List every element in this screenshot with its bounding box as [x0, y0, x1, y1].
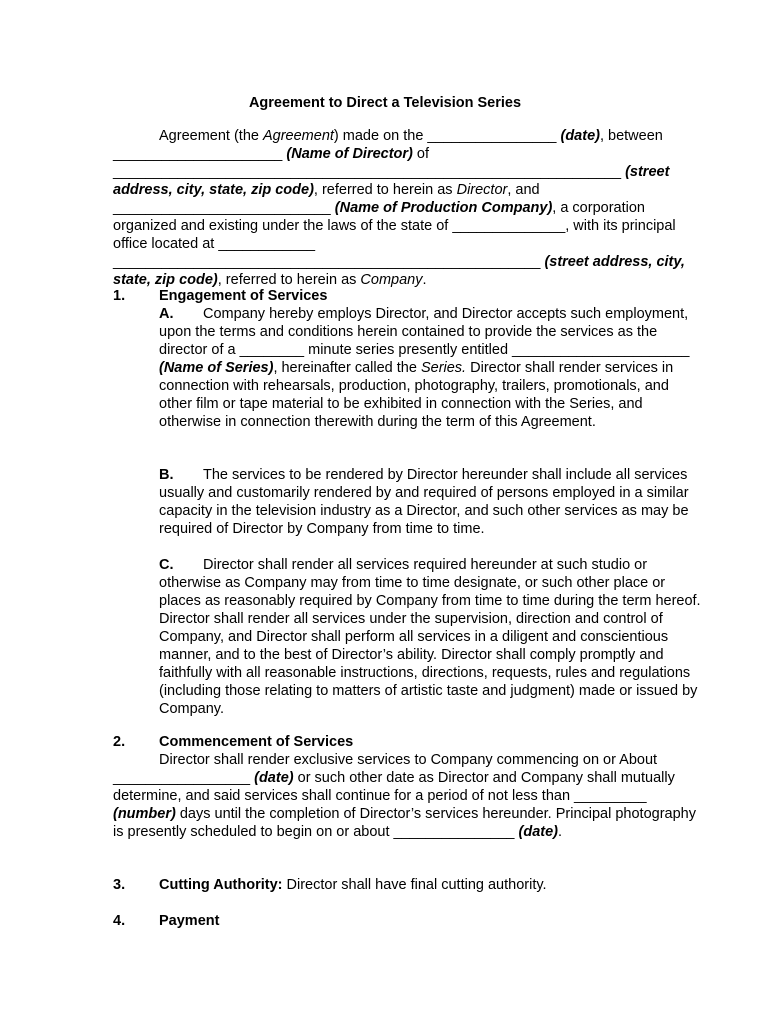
section-2-heading: Commencement of Services — [159, 734, 354, 750]
intro-text: Agreement (the — [159, 128, 263, 144]
intro-address-placeholder: (street address, city, state, zip code) — [113, 164, 670, 198]
section-1a-text: Director shall render services in connection with rehearsals, production, photography, trailers, promotionals, and other film or tape material to be exhibited in connection with the Series, and otherwise in connection therewith during the term of this Agreement. — [159, 360, 674, 430]
intro-company-placeholder: (Name of Production Company) — [334, 200, 553, 216]
section-2-number: 2. — [113, 734, 126, 750]
section-2-text: days until the completion of Director’s services hereunder. Principal photography is presently scheduled to begin on or about _______________ — [113, 806, 696, 840]
section-1a-text: , hereinafter called the — [273, 360, 421, 376]
intro-text: , between _____________________ — [113, 128, 663, 162]
intro-text: , a corporation organized and existing under the laws of the state of ______________, with its principal office located at ____________ _____________________________________________________ — [113, 200, 676, 270]
section-4-heading: Payment — [159, 913, 220, 929]
section-2-date-placeholder: (date) — [254, 770, 294, 786]
section-4-number: 4. — [113, 913, 126, 929]
section-1a-series-placeholder: (Name of Series) — [159, 360, 274, 376]
intro-text: , referred to herein as — [217, 272, 361, 288]
section-1c-text: Director shall render all services required hereunder at such studio or otherwise as Company may from time to time designate, or such other place or places as reasonably required by Company from time to time during the term hereof. Director shall render all services under the supervision, direction and control of Company, and Director shall perform all services in a diligent and conscientious manner, and to the best of Director’s ability. Director shall comply promptly and faithfully with all reasonable instructions, directions, requests, rules and regulations (including those relating to matters of artistic taste and judgment) made or issued by Company. — [159, 557, 701, 717]
section-1b-text: The services to be rendered by Director hereunder shall include all services usually and customarily rendered by and required of persons employed in a similar capacity in the television industry as a Director, and such other services as may be required of Director by Company from time to time. — [159, 467, 689, 537]
intro-director-placeholder: (Name of Director) — [286, 146, 413, 162]
intro-text: ) made on the ________________ — [333, 128, 561, 144]
section-1b-label: B. — [159, 467, 174, 483]
section-1-heading: Engagement of Services — [159, 288, 328, 304]
section-1a-series: Series. — [420, 360, 467, 376]
intro-paragraph — [113, 127, 703, 289]
intro-text: . — [422, 272, 427, 288]
section-1a-text: Company hereby employs Director, and Director accepts such employment, upon the terms and conditions herein contained to provide the services as the director of a ________ minute series presently entitled ______________________ — [159, 306, 690, 358]
section-2-number-placeholder: (number) — [113, 806, 176, 822]
document-title: Agreement to Direct a Television Series — [248, 95, 522, 111]
intro-text: , referred to herein as — [313, 182, 457, 198]
intro-company: Company — [360, 272, 423, 288]
section-2-text: or such other date as Director and Company shall mutually determine, and said services shall continue for a period of not less than _________ — [113, 770, 675, 804]
section-1c-label: C. — [159, 557, 174, 573]
section-2-text: Director shall render exclusive services to Company commencing on or About _________________ — [113, 752, 658, 786]
section-1a-label: A. — [159, 306, 174, 322]
intro-agreement: Agreement — [262, 128, 334, 144]
intro-date-placeholder: (date) — [560, 128, 600, 144]
section-2-text: . — [558, 824, 563, 840]
section-2-date-placeholder-2: (date) — [518, 824, 558, 840]
intro-address-placeholder-2: (street address, city, state, zip code) — [113, 254, 685, 288]
section-1-number: 1. — [113, 288, 126, 304]
section-3-heading: Cutting Authority: — [159, 877, 283, 893]
section-3-number: 3. — [113, 877, 126, 893]
intro-text: of _______________________________________________________________ — [113, 146, 626, 180]
intro-text: , and ___________________________ — [113, 182, 540, 216]
section-3-text: Director shall have final cutting authority. — [282, 877, 547, 893]
intro-director: Director — [456, 182, 508, 198]
section-2-body — [113, 751, 703, 841]
